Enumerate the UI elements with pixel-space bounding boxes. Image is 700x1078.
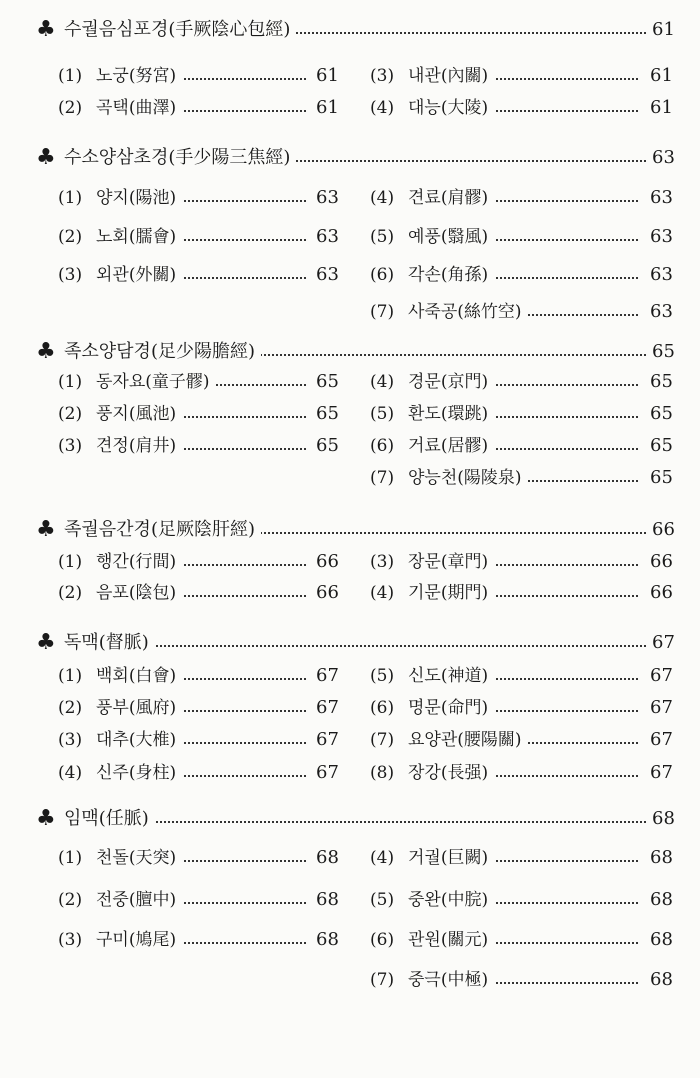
entry-name: 거궐(巨闕) — [408, 843, 494, 873]
section-title: 수궐음심포경(手厥陰心包經) — [64, 15, 296, 45]
entry-name: 노궁(努宮) — [96, 61, 182, 91]
entry-number: (6) — [370, 698, 395, 718]
section-page-number: 67 — [652, 632, 675, 653]
entry-name: 내관(內關) — [408, 61, 494, 91]
entry-number: (3) — [370, 552, 395, 572]
entry-name: 거료(居髎) — [408, 431, 494, 461]
entry-page-number: 63 — [650, 226, 673, 247]
entry-name: 풍지(風池) — [96, 399, 182, 429]
entry-page-number: 61 — [650, 65, 673, 86]
section-title: 족궐음간경(足厥陰肝經) — [64, 515, 261, 545]
toc-entry[interactable] — [0, 758, 700, 788]
entry-number: (2) — [58, 698, 83, 718]
entry-page-number: 66 — [316, 551, 339, 572]
section-page-number: 66 — [652, 519, 675, 540]
club-icon: ♣ — [36, 339, 56, 364]
entry-number: (7) — [370, 468, 395, 488]
entry-number: (4) — [370, 848, 395, 868]
toc-entry[interactable] — [0, 661, 700, 691]
toc-entry[interactable] — [0, 399, 700, 429]
toc-entry[interactable] — [0, 260, 700, 290]
entry-page-number: 65 — [650, 371, 673, 392]
entry-name: 백회(白會) — [96, 661, 182, 691]
entry-page-number: 68 — [316, 929, 339, 950]
entry-page-number: 68 — [650, 889, 673, 910]
entry-number: (7) — [370, 730, 395, 750]
section-header[interactable] — [0, 337, 700, 367]
entry-page-number: 67 — [650, 729, 673, 750]
entry-page-number: 65 — [650, 435, 673, 456]
entry-name: 대추(大椎) — [96, 725, 182, 755]
entry-name: 양지(陽池) — [96, 183, 182, 213]
toc-entry[interactable] — [0, 843, 700, 873]
entry-number: (1) — [58, 66, 83, 86]
entry-page-number: 67 — [316, 729, 339, 750]
entry-page-number: 67 — [650, 665, 673, 686]
entry-name: 대능(大陵) — [408, 93, 494, 123]
toc-entry[interactable] — [0, 965, 700, 995]
section-header[interactable] — [0, 628, 700, 658]
entry-page-number: 63 — [316, 187, 339, 208]
entry-page-number: 61 — [650, 97, 673, 118]
entry-page-number: 67 — [316, 697, 339, 718]
section-page-number: 61 — [652, 19, 675, 40]
entry-page-number: 61 — [316, 97, 339, 118]
entry-page-number: 63 — [650, 264, 673, 285]
entry-name: 신도(神道) — [408, 661, 494, 691]
entry-name: 구미(鳩尾) — [96, 925, 182, 955]
entry-number: (8) — [370, 763, 395, 783]
entry-name: 곡택(曲澤) — [96, 93, 182, 123]
entry-page-number: 65 — [316, 435, 339, 456]
entry-number: (1) — [58, 188, 83, 208]
toc-entry[interactable] — [0, 463, 700, 493]
section-header[interactable] — [0, 515, 700, 545]
entry-page-number: 65 — [650, 467, 673, 488]
entry-name: 신주(身柱) — [96, 758, 182, 788]
entry-number: (1) — [58, 848, 83, 868]
entry-name: 중완(中脘) — [408, 885, 494, 915]
toc-entry[interactable] — [0, 93, 700, 123]
toc-entry[interactable] — [0, 925, 700, 955]
entry-name: 장문(章門) — [408, 547, 494, 577]
entry-page-number: 67 — [650, 762, 673, 783]
entry-name: 예풍(翳風) — [408, 222, 494, 252]
toc-entry[interactable] — [0, 183, 700, 213]
entry-number: (5) — [370, 404, 395, 424]
entry-page-number: 68 — [650, 969, 673, 990]
entry-number: (4) — [370, 583, 395, 603]
entry-name: 음포(陰包) — [96, 578, 182, 608]
entry-number: (4) — [370, 98, 395, 118]
entry-name: 양능천(陽陵泉) — [408, 463, 528, 493]
entry-name: 전중(膻中) — [96, 885, 182, 915]
entry-number: (5) — [370, 890, 395, 910]
entry-name: 사죽공(絲竹空) — [408, 297, 528, 327]
entry-page-number: 63 — [650, 301, 673, 322]
toc-entry[interactable] — [0, 578, 700, 608]
entry-page-number: 63 — [316, 264, 339, 285]
toc-entry[interactable] — [0, 297, 700, 327]
entry-number: (2) — [58, 227, 83, 247]
entry-page-number: 67 — [316, 665, 339, 686]
entry-number: (4) — [370, 372, 395, 392]
entry-number: (6) — [370, 930, 395, 950]
entry-number: (5) — [370, 666, 395, 686]
entry-number: (2) — [58, 583, 83, 603]
entry-name: 명문(命門) — [408, 693, 494, 723]
entry-number: (5) — [370, 227, 395, 247]
section-title: 수소양삼초경(手少陽三焦經) — [64, 143, 296, 173]
entry-number: (3) — [58, 930, 83, 950]
entry-number: (4) — [58, 763, 83, 783]
entry-name: 견정(肩井) — [96, 431, 182, 461]
entry-page-number: 65 — [316, 371, 339, 392]
entry-page-number: 63 — [650, 187, 673, 208]
entry-number: (2) — [58, 890, 83, 910]
entry-name: 기문(期門) — [408, 578, 494, 608]
entry-name: 외관(外關) — [96, 260, 182, 290]
entry-page-number: 65 — [650, 403, 673, 424]
entry-name: 동자요(童子髎) — [96, 367, 216, 397]
entry-name: 요양관(腰陽關) — [408, 725, 528, 755]
entry-page-number: 66 — [650, 551, 673, 572]
entry-name: 행간(行間) — [96, 547, 182, 577]
entry-page-number: 67 — [316, 762, 339, 783]
entry-number: (3) — [58, 436, 83, 456]
entry-page-number: 66 — [316, 582, 339, 603]
entry-number: (4) — [370, 188, 395, 208]
section-header[interactable] — [0, 804, 700, 834]
entry-page-number: 68 — [316, 889, 339, 910]
entry-page-number: 66 — [650, 582, 673, 603]
entry-name: 장강(長强) — [408, 758, 494, 788]
club-icon: ♣ — [36, 630, 56, 655]
section-header[interactable] — [0, 143, 700, 173]
entry-number: (7) — [370, 302, 395, 322]
entry-page-number: 68 — [650, 847, 673, 868]
club-icon: ♣ — [36, 145, 56, 170]
entry-page-number: 61 — [316, 65, 339, 86]
section-header[interactable] — [0, 15, 700, 45]
section-page-number: 63 — [652, 147, 675, 168]
entry-name: 환도(環跳) — [408, 399, 494, 429]
entry-number: (1) — [58, 552, 83, 572]
entry-number: (7) — [370, 970, 395, 990]
entry-number: (6) — [370, 265, 395, 285]
entry-number: (2) — [58, 404, 83, 424]
entry-name: 노회(臑會) — [96, 222, 182, 252]
entry-name: 중극(中極) — [408, 965, 494, 995]
entry-number: (3) — [370, 66, 395, 86]
entry-name: 관원(關元) — [408, 925, 494, 955]
toc-entry[interactable] — [0, 547, 700, 577]
club-icon: ♣ — [36, 806, 56, 831]
section-page-number: 65 — [652, 341, 675, 362]
entry-page-number: 65 — [316, 403, 339, 424]
section-title: 족소양담경(足少陽膽經) — [64, 337, 261, 367]
section-title: 독맥(督脈) — [64, 628, 155, 658]
toc-entry[interactable] — [0, 222, 700, 252]
club-icon: ♣ — [36, 517, 56, 542]
entry-name: 각손(角孫) — [408, 260, 494, 290]
entry-number: (1) — [58, 372, 83, 392]
toc-entry[interactable] — [0, 367, 700, 397]
section-title: 임맥(任脈) — [64, 804, 155, 834]
club-icon: ♣ — [36, 17, 56, 42]
toc-entry[interactable] — [0, 885, 700, 915]
toc-entry[interactable] — [0, 61, 700, 91]
entry-number: (6) — [370, 436, 395, 456]
entry-page-number: 67 — [650, 697, 673, 718]
section-page-number: 68 — [652, 808, 675, 829]
toc-entry[interactable] — [0, 693, 700, 723]
entry-number: (1) — [58, 666, 83, 686]
entry-name: 천돌(天突) — [96, 843, 182, 873]
entry-number: (3) — [58, 265, 83, 285]
entry-number: (3) — [58, 730, 83, 750]
entry-name: 견료(肩髎) — [408, 183, 494, 213]
entry-page-number: 68 — [650, 929, 673, 950]
entry-name: 풍부(風府) — [96, 693, 182, 723]
entry-page-number: 63 — [316, 226, 339, 247]
toc-entry[interactable] — [0, 725, 700, 755]
entry-name: 경문(京門) — [408, 367, 494, 397]
toc-entry[interactable] — [0, 431, 700, 461]
entry-number: (2) — [58, 98, 83, 118]
entry-page-number: 68 — [316, 847, 339, 868]
